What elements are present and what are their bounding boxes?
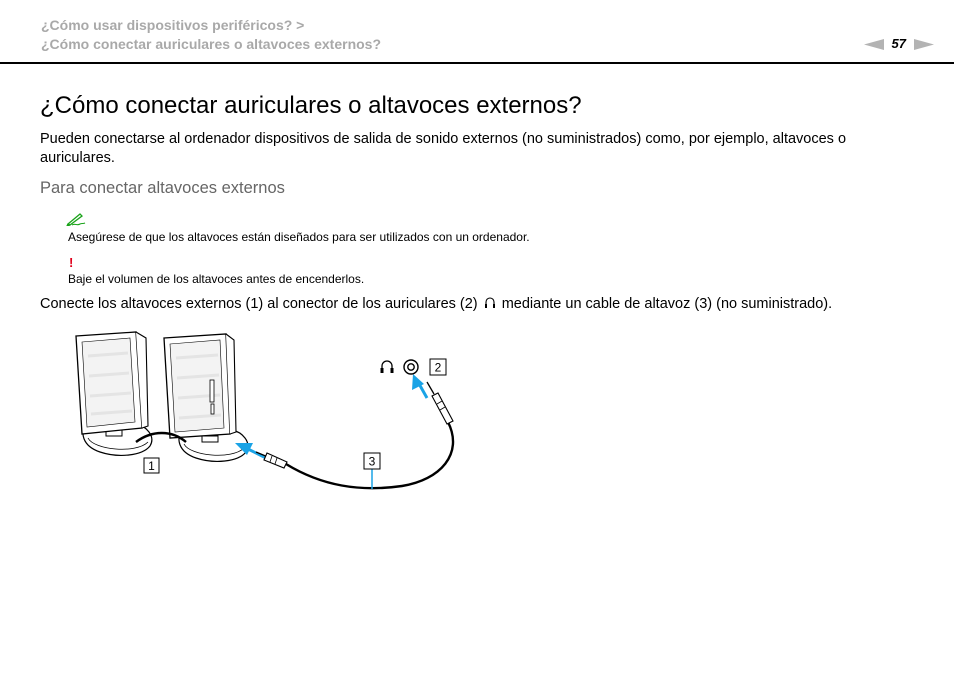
jack-side-plug-icon: [427, 382, 453, 424]
step-text-before: Conecte los altavoces externos (1) al conector de los auriculares (2): [40, 296, 478, 312]
page-title: ¿Cómo conectar auriculares o altavoces externos?: [40, 92, 582, 119]
left-speaker-icon: [76, 332, 152, 455]
intro-paragraph: Pueden conectarse al ordenador dispositivos de salida de sonido externos (no suministrados) como, por ejemplo, altavoces o auriculares.: [40, 131, 847, 166]
arrow-to-jack-icon: [412, 374, 427, 398]
previous-page-arrow-icon[interactable]: [864, 39, 884, 50]
callout-2: [430, 359, 446, 375]
breadcrumb-parent[interactable]: ¿Cómo usar dispositivos periféricos? >: [41, 17, 305, 33]
right-speaker-icon: [164, 334, 248, 461]
svg-text:2: 2: [434, 360, 442, 375]
section-subheading: Para conectar altavoces externos: [40, 179, 285, 197]
step-text-after: mediante un cable de altavoz (3) (no suministrado).: [501, 296, 833, 312]
header-divider: [0, 62, 954, 64]
page-navigation: [864, 36, 934, 52]
page-number: 57: [891, 36, 906, 51]
callout-1: [144, 458, 159, 473]
note-text: Asegúrese de que los altavoces están diseñados para ser utilizados con un ordenador.: [68, 230, 530, 244]
headphone-symbol-icon: [381, 361, 394, 373]
instruction-step: [40, 295, 832, 314]
note-pencil-icon: [66, 212, 86, 226]
svg-text:3: 3: [368, 454, 376, 469]
svg-text:1: 1: [148, 459, 155, 473]
warning-text: Baje el volumen de los altavoces antes de encenderlos.: [68, 272, 365, 286]
headphone-icon: [484, 296, 496, 309]
speaker-connection-illustration: [60, 326, 480, 496]
callout-3: [364, 453, 380, 489]
breadcrumb: [41, 16, 381, 54]
speaker-side-plug-icon: [256, 452, 287, 468]
headphone-jack-port-icon: [404, 360, 418, 374]
warning-mark-icon: !: [69, 255, 74, 270]
breadcrumb-current[interactable]: ¿Cómo conectar auriculares o altavoces externos?: [41, 36, 382, 52]
next-page-arrow-icon[interactable]: [914, 39, 934, 50]
